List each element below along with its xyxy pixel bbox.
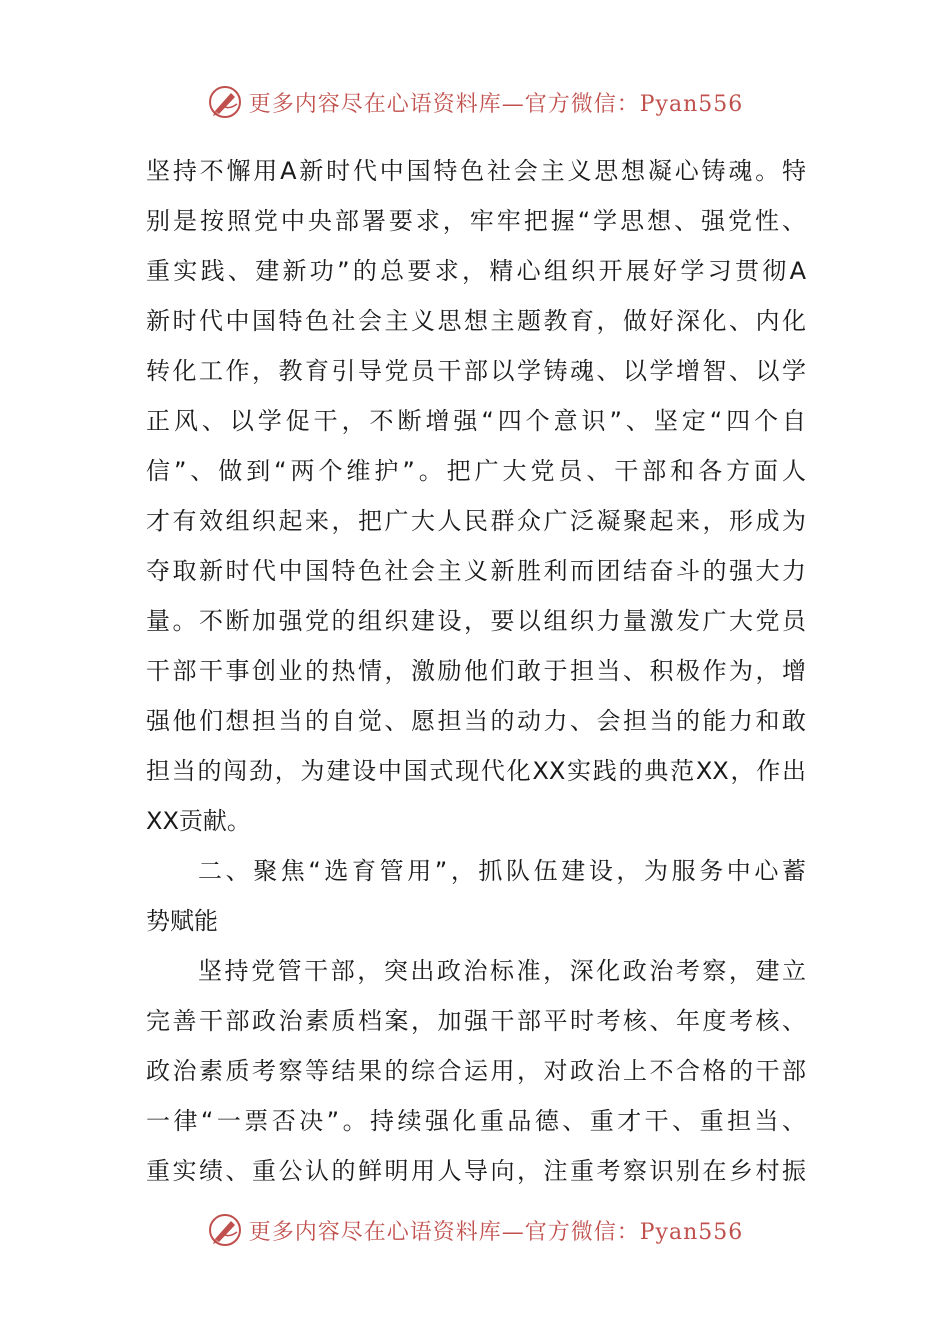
- body-line: 政治素质考察等结果的综合运用，对政治上不合格的干部: [146, 1057, 806, 1085]
- pen-logo-icon: [207, 84, 243, 120]
- body-line: XX贡献。: [146, 807, 251, 835]
- footer-watermark: [0, 1208, 950, 1252]
- document-body: [146, 146, 806, 1196]
- body-line: 夺取新时代中国特色社会主义新胜利而团结奋斗的强大力: [146, 557, 806, 585]
- pen-logo-icon: [207, 1212, 243, 1248]
- body-line: 担当的闯劲，为建设中国式现代化XX实践的典范XX，作出: [146, 757, 806, 785]
- body-line: 正风、以学促干，不断增强“四个意识”、坚定“四个自: [146, 407, 806, 435]
- body-line: 重实践、建新功”的总要求，精心组织开展好学习贯彻A: [146, 257, 806, 285]
- body-line: 完善干部政治素质档案，加强干部平时考核、年度考核、: [146, 1007, 806, 1035]
- body-line: 信”、做到“两个维护”。把广大党员、干部和各方面人: [146, 457, 806, 485]
- body-line: 转化工作，教育引导党员干部以学铸魂、以学增智、以学: [146, 357, 806, 385]
- body-line: 重实绩、重公认的鲜明用人导向，注重考察识别在乡村振: [146, 1157, 806, 1185]
- body-line: 坚持党管干部，突出政治标准，深化政治考察，建立: [198, 957, 806, 985]
- section-heading-line: 二、聚焦“选育管用”，抓队伍建设，为服务中心蓄: [198, 857, 806, 885]
- body-line: 坚持不懈用A新时代中国特色社会主义思想凝心铸魂。特: [146, 157, 806, 185]
- header-watermark-text: 更多内容尽在心语资料库—官方微信：Pyan556: [248, 91, 744, 117]
- header-watermark: [0, 80, 950, 124]
- body-line: 别是按照党中央部署要求，牢牢把握“学思想、强党性、: [146, 207, 806, 235]
- body-line: 量。不断加强党的组织建设，要以组织力量激发广大党员: [146, 607, 806, 635]
- body-line: 强他们想担当的自觉、愿担当的动力、会担当的能力和敢: [146, 707, 806, 735]
- body-line: 干部干事创业的热情，激励他们敢于担当、积极作为，增: [146, 657, 806, 685]
- footer-watermark-text: 更多内容尽在心语资料库—官方微信：Pyan556: [248, 1219, 744, 1245]
- body-line: 一律“一票否决”。持续强化重品德、重才干、重担当、: [146, 1107, 806, 1135]
- section-heading-line: 势赋能: [146, 907, 218, 935]
- body-line: 新时代中国特色社会主义思想主题教育，做好深化、内化: [146, 307, 806, 335]
- body-line: 才有效组织起来，把广大人民群众广泛凝聚起来，形成为: [146, 507, 806, 535]
